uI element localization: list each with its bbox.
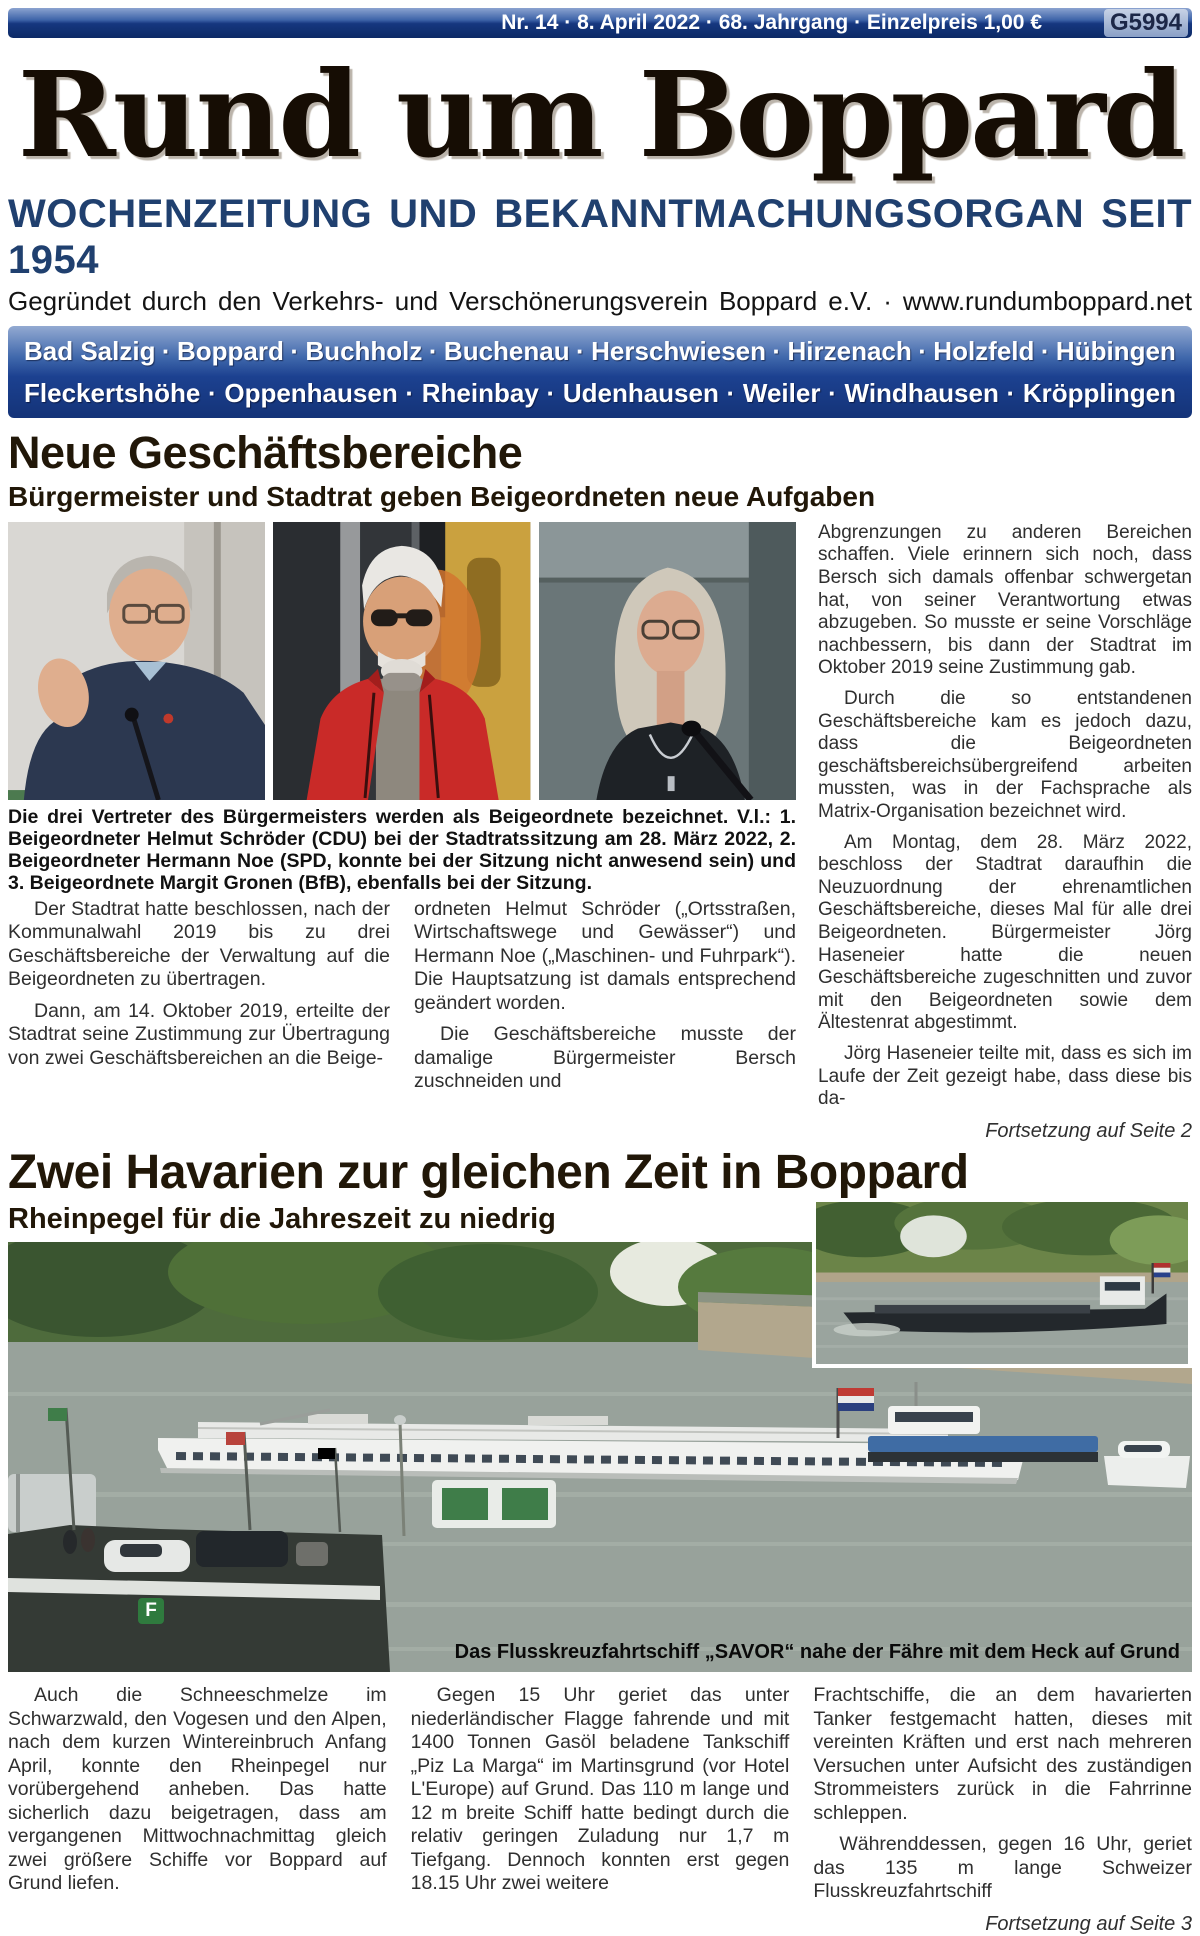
article1-column-3: [818, 522, 1192, 1143]
photo-margit-gronen: [539, 522, 796, 800]
body-paragraph: Auch die Schneeschmelze im Schwarzwald, den Vogesen und den Alpen, nach dem kurzen Wintereinbruch Anfang April, konnte den Rheinpegel nur vorübergehend anheben. Das hatte sicherlich dazu beigetragen, dass am vergangenen Mittwochnachmittag gleich zwei größere Schiffe vor Boppard auf Grund liefen.: [8, 1684, 387, 1895]
nav-separator: ·: [207, 377, 217, 408]
towns-row-1: [24, 330, 1176, 372]
nav-separator: ·: [918, 335, 927, 366]
article1-subheadline: Bürgermeister und Stadtrat geben Beigeordneten neue Aufgaben: [8, 481, 876, 513]
nav-item-rheinbay: Rheinbay: [421, 377, 539, 408]
nav-item-buchholz: Buchholz: [305, 335, 423, 366]
article1-photo-caption: Die drei Vertreter des Bürgermeisters werden als Beigeordnete bezeichnet. V.l.: 1. Beigeordneter Helmut Schröder (CDU) bei der Stadtratssitzung am 28. März 2022, 2. Beigeordneter Hermann Noe (SPD, konnte bei der Sitzung nicht anwesend sein) und 3. Beigeordnete Margit Gronen (BfB), ebenfalls bei der Sitzung.: [8, 805, 796, 894]
nav-separator: ·: [726, 377, 736, 408]
body-paragraph: Gegen 15 Uhr geriet das unter niederländischer Flagge fahrende und mit 1400 Tonnen Gasöl beladene Tankschiff „Piz La Marga“ im Martinsgrund (vor Hotel L'Europe) auf Grund. Das 110 m lange und 12 m breite Schiff hatte bedingt durch die relativ geringen Zuladung nur 1,7 m Tiefgang. Dennoch konnten erst gegen 18.15 Uhr zwei weitere: [410, 1684, 790, 1895]
nav-separator: ·: [772, 335, 782, 366]
body-paragraph: Die Geschäftsbereiche musste der damalige Bürgermeister Bersch zuschneiden und: [414, 1023, 796, 1093]
nav-item-boppard: Boppard: [177, 335, 284, 366]
article2-column-2: [411, 1684, 790, 1936]
article-geschaeftsbereiche: [8, 428, 1192, 1143]
article1-headline: Neue Geschäftsbereiche: [8, 426, 523, 478]
nav-separator: ·: [405, 377, 415, 408]
nav-item-oppenhausen: Oppenhausen: [224, 377, 398, 408]
nav-separator: ·: [290, 335, 299, 366]
havarie-inset-photo: [812, 1198, 1192, 1368]
nav-item-udenhausen: Udenhausen: [562, 377, 719, 408]
ferry-sign-f: F: [138, 1598, 164, 1624]
article2-column-1: [8, 1684, 387, 1936]
nav-item-windhausen: Windhausen: [844, 377, 999, 408]
article1-column-2: [414, 898, 796, 1102]
photo-hermann-noe-image: [273, 522, 530, 800]
nav-separator: ·: [546, 377, 556, 408]
article2-subheadline: Rheinpegel für die Jahreszeit zu niedrig: [8, 1202, 556, 1235]
towns-bar: [8, 326, 1192, 418]
nav-item-holzfeld: Holzfeld: [933, 335, 1035, 366]
issue-line: Nr. 14 · 8. April 2022 · 68. Jahrgang · Einzelpreis 1,00 €: [501, 11, 1042, 34]
barge-image: [816, 1202, 1188, 1364]
photo-helmut-schroeder: [8, 522, 265, 800]
havarie-main-photo: [8, 1242, 1192, 1672]
article2-photo-caption: Das Flusskreuzfahrtschiff „SAVOR“ nahe der Fähre mit dem Heck auf Grund: [454, 1641, 1180, 1664]
masthead-tagline: WOCHENZEITUNG UND BEKANNTMACHUNGSORGAN SEIT 1954: [8, 192, 1192, 283]
nav-separator: ·: [1040, 335, 1050, 366]
beigeordnete-photos: [8, 522, 796, 800]
article2-continuation: Fortsetzung auf Seite 3: [985, 1912, 1192, 1935]
body-paragraph: Dann, am 14. Oktober 2019, erteilte der Stadtrat seine Zustimmung zur Übertragung von zwei Geschäftsbereichen an die Beige-: [8, 999, 390, 1069]
masthead-title: Rund um Boppard: [17, 45, 1183, 184]
article1-left-block: [8, 522, 796, 1143]
nav-separator: ·: [1006, 377, 1016, 408]
body-paragraph: Der Stadtrat hatte beschlossen, nach der Kommunalwahl 2019 bis zu drei Geschäftsbereiche der Verwaltung auf die Beigeordneten zu übertragen.: [8, 897, 390, 991]
nav-item-hirzenach: Hirzenach: [787, 335, 912, 366]
nav-item-bad-salzig: Bad Salzig: [24, 335, 156, 366]
nav-separator: ·: [828, 377, 837, 408]
body-paragraph: Am Montag, dem 28. März 2022, beschloss der Stadtrat daraufhin die Neuzuordnung der ehrenamtlichen Geschäftsbereiche, dieses Mal für alle drei Beigeordneten. Bürgermeister Jörg Haseneier hatte die neuen Geschäftsbereiche zugeschnitten und zuvor mit den Beigeordneten sowie dem Ältestenrat abgestimmt.: [818, 831, 1192, 1034]
article-havarien: [8, 1147, 1192, 1936]
towns-row-2: [24, 372, 1176, 414]
article1-continuation: Fortsetzung auf Seite 2: [985, 1119, 1192, 1142]
body-paragraph: Währenddessen, gegen 16 Uhr, geriet das 135 m lange Schweizer Flusskreuzfahrtschiff: [813, 1833, 1192, 1903]
photo-margit-gronen-image: [539, 522, 796, 800]
photo-helmut-schroeder-image: [8, 522, 265, 800]
photo-hermann-noe: [273, 522, 530, 800]
nav-separator: ·: [428, 335, 438, 366]
article2-column-3: [813, 1684, 1192, 1936]
article1-column-1: [8, 898, 390, 1102]
nav-item-kröpplingen: Kröpplingen: [1022, 377, 1176, 408]
article2-headline: Zwei Havarien zur gleichen Zeit in Boppard: [8, 1145, 969, 1199]
body-paragraph: Frachtschiffe, die an dem havarierten Tanker festgemacht hatten, dieses mit vereinten Kräften und erst nach mehreren Versuchen unter Aufsicht des zuständigen Strommeisters zurück in die Fahrrinne schleppen.: [813, 1684, 1192, 1824]
nav-item-hübingen: Hübingen: [1055, 335, 1176, 366]
body-paragraph: ordneten Helmut Schröder („Ortsstraßen, Wirtschaftswege und Gewässer“) und Hermann Noe („Maschinen- und Fuhrpark“). Die Hauptsatzung ist damals entsprechend geändert worden.: [414, 897, 796, 1014]
postal-code-badge: G5994: [1104, 9, 1188, 37]
nav-item-buchenau: Buchenau: [443, 335, 570, 366]
body-paragraph: Jörg Haseneier teilte mit, dass es sich im Laufe der Zeit gezeigt habe, dass diese bis da-: [818, 1042, 1192, 1110]
nav-item-herschwiesen: Herschwiesen: [591, 335, 766, 366]
body-paragraph: Durch die so entstandenen Geschäftsbereiche kam es jedoch dazu, dass die Beigeordneten geschäftsbereichsübergreifend arbeiten mussten, was in der Fachsprache als Matrix-Organisation bezeichnet wird.: [818, 688, 1192, 822]
issue-bar: [8, 8, 1192, 38]
founded-line: Gegründet durch den Verkehrs- und Verschönerungsverein Boppard e.V. · www.rundumboppard.net: [8, 286, 1192, 317]
nav-separator: ·: [576, 335, 585, 366]
body-paragraph: Abgrenzungen zu anderen Bereichen schaffen. Viele erinnern sich noch, dass Bersch sich damals offenbar schwergetan hat, von seiner Verantwortung etwas abzugeben. So musste er seine Vorschläge nachbessern, bis dann der Stadtrat im Oktober 2019 seine Zustimmung gab.: [818, 521, 1192, 679]
nav-item-fleckertshöhe: Fleckertshöhe: [24, 377, 201, 408]
nav-item-weiler: Weiler: [742, 377, 821, 408]
nav-separator: ·: [161, 335, 171, 366]
